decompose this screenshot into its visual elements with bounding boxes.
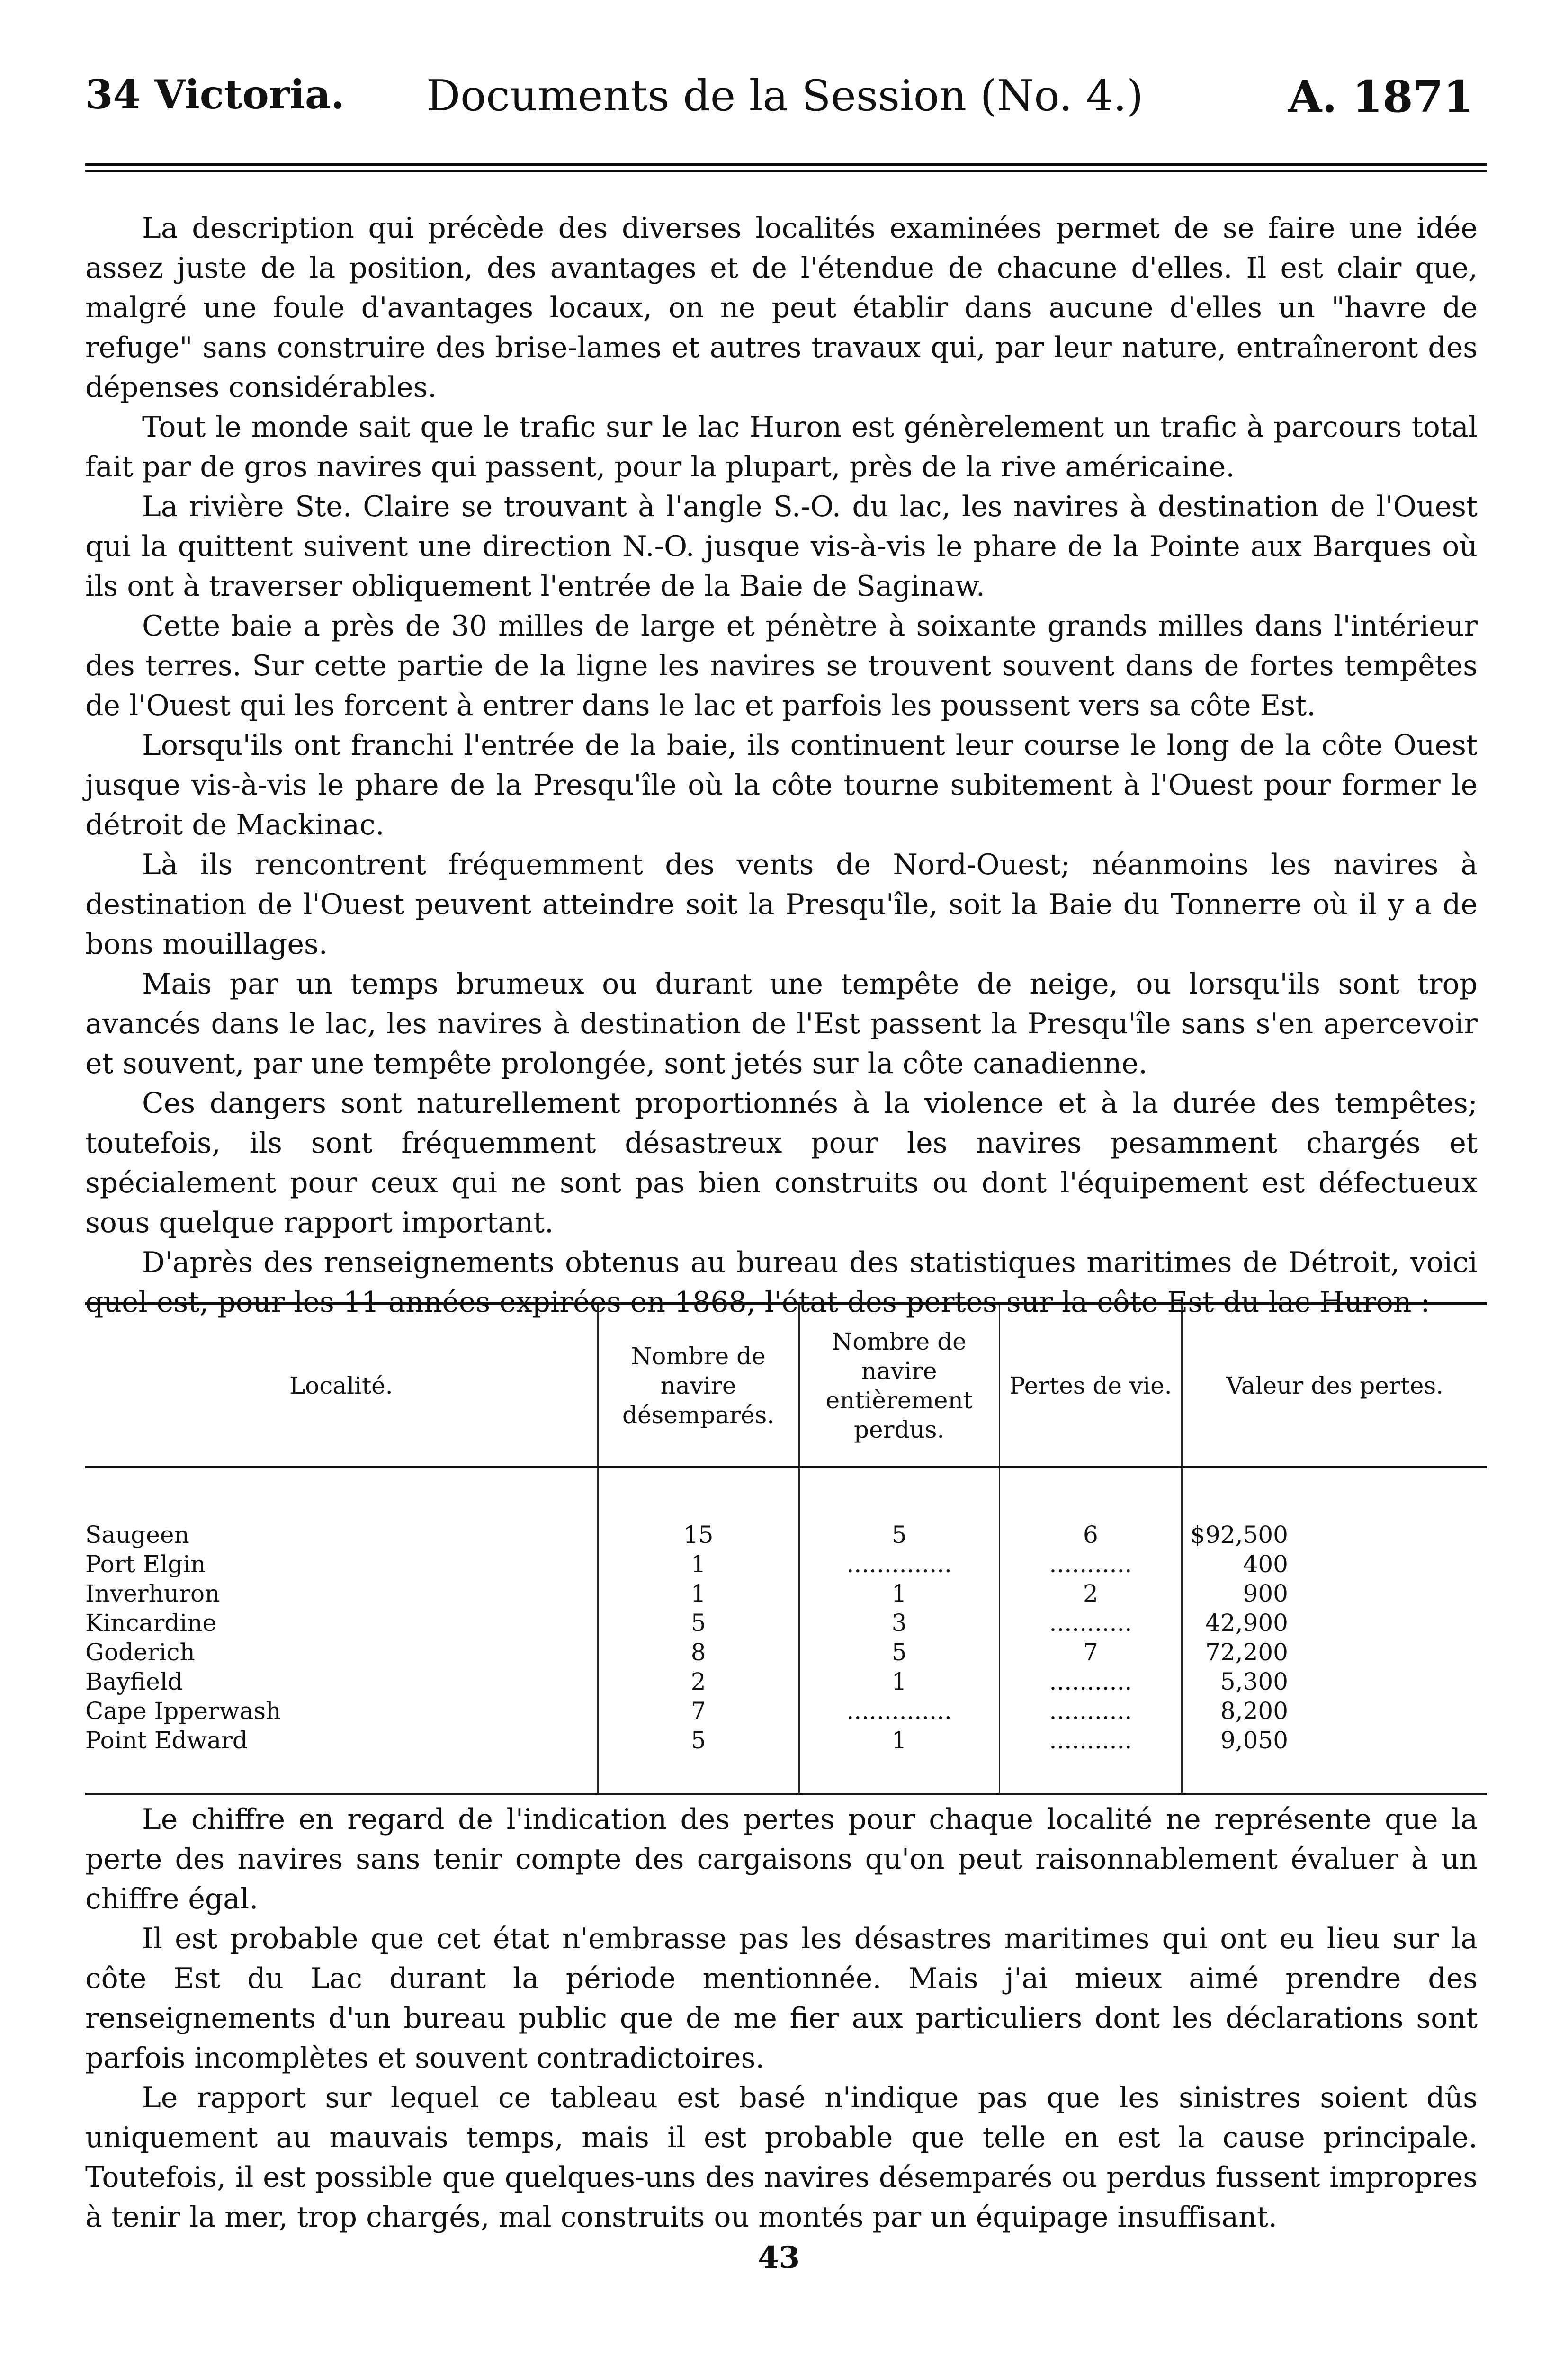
table-row: [85, 1667, 1487, 1696]
paragraph: La description qui précède des diverses localités examinées permet de se faire une idée assez juste de la position, des avantages et de l'étendue de chacune d'elles. Il est clair que, malgré une foule d'avantages locaux, on ne peut établir dans aucune d'elles un "havre de refuge" sans construire des brise-lames et autres travaux qui, par leur nature, entraîneront des dépenses considérables.: [85, 212, 1478, 404]
table-row: [85, 1549, 1487, 1579]
cell-perdus: ..............: [799, 1549, 999, 1579]
cell-localite: Cape Ipperwash: [85, 1697, 281, 1725]
cell-valeur: 72,200: [1182, 1638, 1487, 1667]
cell-valeur: 9,050: [1182, 1726, 1487, 1794]
cell-pertes-de-vie: ...........: [999, 1608, 1182, 1638]
cell-desempares: 2: [598, 1667, 799, 1696]
cell-valeur: 400: [1182, 1549, 1487, 1579]
cell-localite: Bayfield: [85, 1668, 183, 1695]
cell-desempares: 1: [598, 1549, 799, 1579]
paragraph: Il est probable que cet état n'embrasse pas les désastres maritimes qui ont eu lieu sur la côte Est du Lac durant la période mentionnée. Mais j'ai mieux aimé prendre des renseignements d'un bureau public que de me fier aux particuliers dont les déclarations sont parfois incomplètes et souvent contradictoires.: [85, 1922, 1478, 2075]
cell-localite: Port Elgin: [85, 1550, 206, 1578]
paragraph: La rivière Ste. Claire se trouvant à l'angle S.-O. du lac, les navires à destination de l'Ouest qui la quittent suivent une direction N.-O. jusque vis-à-vis le phare de la Pointe aux Barques où ils ont à traverser obliquement l'entrée de la Baie de Saginaw.: [85, 490, 1478, 603]
cell-desempares: 8: [598, 1638, 799, 1667]
cell-valeur: 42,900: [1182, 1608, 1487, 1638]
table-row: [85, 1467, 1487, 1549]
column-header-desempares: Nombre de navire désemparés.: [598, 1304, 799, 1467]
cell-pertes-de-vie: ...........: [999, 1667, 1182, 1696]
paragraph: Là ils rencontrent fréquemment des vents de Nord-Ouest; néanmoins les navires à destination de l'Ouest peuvent atteindre soit la Presqu'île, soit la Baie du Tonnerre où il y a de bons mouillages.: [85, 848, 1478, 961]
cell-perdus: 1: [799, 1579, 999, 1608]
cell-pertes-de-vie: 7: [999, 1638, 1182, 1667]
paragraph: Tout le monde sait que le trafic sur le lac Huron est génèrelement un trafic à parcours total fait par de gros navires qui passent, pour la plupart, près de la rive américaine.: [85, 411, 1478, 484]
cell-pertes-de-vie: ...........: [999, 1726, 1182, 1794]
table-row: [85, 1696, 1487, 1726]
header-rule-top: [85, 163, 1487, 166]
cell-desempares: 5: [598, 1726, 799, 1794]
table-row: [85, 1726, 1487, 1794]
paragraph: Cette baie a près de 30 milles de large et pénètre à soixante grands milles dans l'intérieur des terres. Sur cette partie de la ligne les navires se trouvent souvent dans de fortes tempêtes de l'Ouest qui les forcent à entrer dans le lac et parfois les poussent vers sa côte Est.: [85, 609, 1478, 722]
cell-perdus: ..............: [799, 1696, 999, 1726]
cell-desempares: 15: [598, 1467, 799, 1549]
header-right: A. 1871: [1288, 71, 1474, 122]
cell-pertes-de-vie: ...........: [999, 1696, 1182, 1726]
cell-valeur: $92,500: [1182, 1467, 1487, 1549]
cell-localite: Saugeen: [85, 1521, 189, 1549]
column-header-localite: Localité.: [85, 1304, 598, 1467]
intro-text: [85, 208, 1478, 1322]
cell-localite: Point Edward: [85, 1726, 598, 1794]
closing-text: [85, 1800, 1478, 2237]
cell-localite: Goderich: [85, 1639, 195, 1666]
column-header-pertes-de-vie: Pertes de vie.: [999, 1304, 1182, 1467]
paragraph: Ces dangers sont naturellement proportionnés à la violence et à la durée des tempêtes; toutefois, ils sont fréquemment désastreux pour les navires pesamment chargés et spécialement pour ceux qui ne sont pas bien construits ou dont l'équipement est défectueux sous quelque rapport important.: [85, 1087, 1478, 1239]
cell-perdus: 5: [799, 1638, 999, 1667]
table-header-row: [85, 1304, 1487, 1467]
cell-valeur: 5,300: [1182, 1667, 1487, 1696]
cell-pertes-de-vie: 6: [999, 1467, 1182, 1549]
cell-valeur: 900: [1182, 1579, 1487, 1608]
cell-desempares: 1: [598, 1579, 799, 1608]
cell-perdus: 5: [799, 1467, 999, 1549]
paragraph: Le chiffre en regard de l'indication des pertes pour chaque localité ne représente que la perte des navires sans tenir compte des cargaisons qu'on peut raisonnablement évaluer à un chiffre égal.: [85, 1803, 1478, 1916]
table-row: [85, 1638, 1487, 1667]
page-number: 43: [758, 2240, 800, 2275]
cell-valeur: 8,200: [1182, 1696, 1487, 1726]
header-left: 34 Victoria.: [85, 71, 345, 118]
cell-perdus: 1: [799, 1726, 999, 1794]
cell-localite: Kincardine: [85, 1609, 217, 1637]
paragraph: Le rapport sur lequel ce tableau est basé n'indique pas que les sinistres soient dûs uniquement au mauvais temps, mais il est probable que telle en est la cause principale. Toutefois, il est possible que quelques-uns des navires désemparés ou perdus fussent impropres à tenir la mer, trop chargés, mal construits ou montés par un équipage insuffisant.: [85, 2081, 1478, 2234]
losses-table: [85, 1302, 1487, 1795]
table-row: [85, 1579, 1487, 1608]
cell-localite: Inverhuron: [85, 1580, 220, 1607]
column-header-perdus: Nombre de navire entièrement perdus.: [799, 1304, 999, 1467]
cell-pertes-de-vie: ...........: [999, 1549, 1182, 1579]
paragraph: Mais par un temps brumeux ou durant une tempête de neige, ou lorsqu'ils sont trop avancés dans le lac, les navires à destination de l'Est passent la Presqu'île sans s'en apercevoir et souvent, par une tempête prolongée, sont jetés sur la côte canadienne.: [85, 967, 1478, 1080]
paragraph: Lorsqu'ils ont franchi l'entrée de la baie, ils continuent leur course le long de la côte Ouest jusque vis-à-vis le phare de la Presqu'île où la côte tourne subitement à l'Ouest pour former le détroit de Mackinac.: [85, 729, 1478, 842]
cell-perdus: 1: [799, 1667, 999, 1696]
cell-pertes-de-vie: 2: [999, 1579, 1182, 1608]
column-header-valeur: Valeur des pertes.: [1182, 1304, 1487, 1467]
cell-perdus: 3: [799, 1608, 999, 1638]
cell-desempares: 5: [598, 1608, 799, 1638]
header-center: Documents de la Session (No. 4.): [426, 71, 1144, 121]
paragraph: D'après des renseignements obtenus au bureau des statistiques maritimes de Détroit, voici quel est, pour les 11 années expirées en 1868, l'état des pertes sur la côte Est du lac Huron :—: [85, 1246, 1478, 1319]
cell-desempares: 7: [598, 1696, 799, 1726]
header-rule-bottom: [85, 170, 1487, 172]
table-row: [85, 1608, 1487, 1638]
